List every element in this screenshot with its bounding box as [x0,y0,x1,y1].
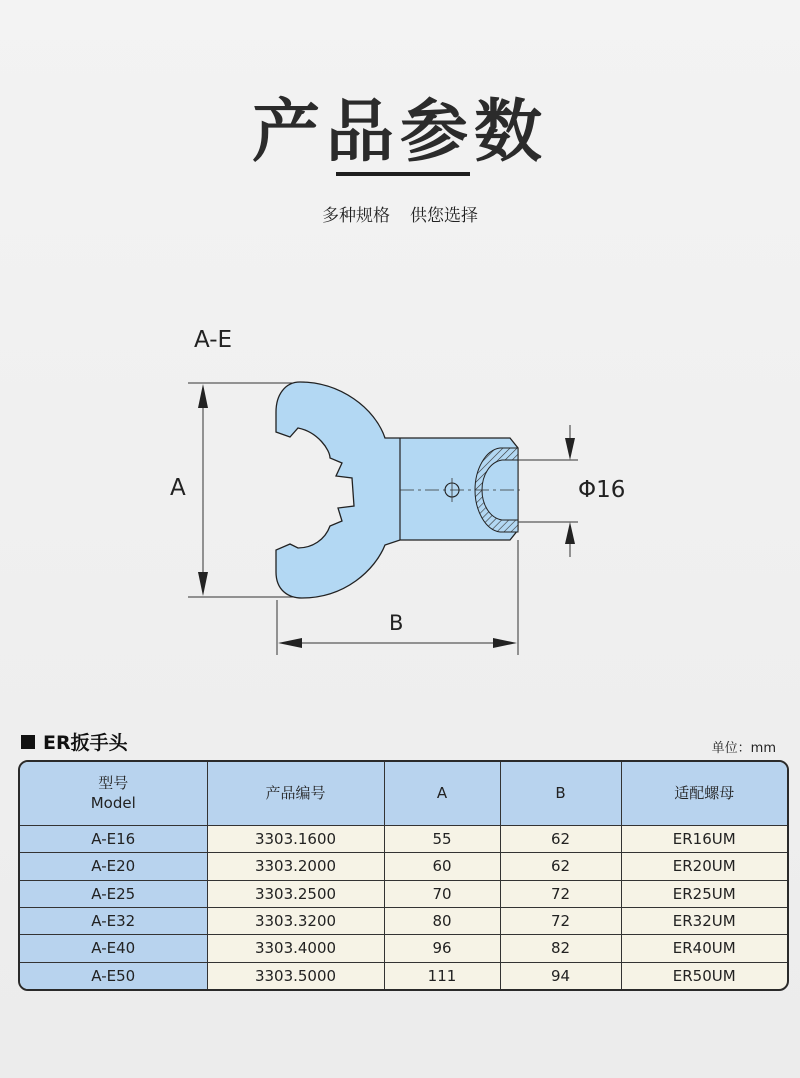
cell-model: A-E16 [20,825,207,852]
cell-a: 80 [384,907,500,934]
cell-code: 3303.4000 [207,935,384,962]
cell-model: A-E20 [20,853,207,880]
header-nut: 适配螺母 [621,762,787,825]
cell-b: 94 [500,962,621,989]
cell-b: 82 [500,935,621,962]
diagram-phi-label: Φ16 [578,477,626,503]
wrench-diagram [0,300,800,680]
cell-model: A-E50 [20,962,207,989]
cell-nut: ER16UM [621,825,787,852]
cell-nut: ER40UM [621,935,787,962]
cell-code: 3303.5000 [207,962,384,989]
table-header-row [20,762,787,825]
cell-b: 72 [500,880,621,907]
section-title: ER扳手头 [43,732,128,754]
section-heading [21,728,128,755]
cell-code: 3303.2500 [207,880,384,907]
cell-code: 3303.3200 [207,907,384,934]
cell-a: 111 [384,962,500,989]
cell-nut: ER20UM [621,853,787,880]
title-underline [336,172,470,176]
cell-a: 55 [384,825,500,852]
header-b: B [500,762,621,825]
cell-b: 62 [500,853,621,880]
dim-a-arrow-bottom [198,572,208,596]
unit-label: 单位：mm [711,741,776,756]
dim-a-arrow-top [198,384,208,408]
cell-model: A-E40 [20,935,207,962]
cell-nut: ER32UM [621,907,787,934]
table-row [20,935,787,962]
cell-model: A-E32 [20,907,207,934]
diagram-a-label: A [170,475,186,501]
cell-a: 96 [384,935,500,962]
dim-phi-arrow-bottom [565,522,575,544]
cell-code: 3303.1600 [207,825,384,852]
cell-code: 3303.2000 [207,853,384,880]
table-row [20,962,787,989]
section-square-icon [21,735,35,749]
cell-a: 70 [384,880,500,907]
header-model-cn: 型号 [98,774,129,793]
page-title: 产品参数 [251,93,548,172]
subtitle-right: 供您选择 [410,206,478,226]
table-row [20,853,787,880]
cell-a: 60 [384,853,500,880]
page-subtitle [0,201,800,226]
dim-phi-arrow-top [565,438,575,460]
cell-nut: ER25UM [621,880,787,907]
subtitle-left: 多种规格 [322,206,390,226]
diagram-model-label: A-E [194,327,233,353]
table-row [20,880,787,907]
header-a: A [384,762,500,825]
table-row [20,907,787,934]
cell-model: A-E25 [20,880,207,907]
header-model-en: Model [90,794,136,813]
spec-table [20,762,787,989]
header-model [20,762,207,825]
table-row [20,825,787,852]
header-code: 产品编号 [207,762,384,825]
cell-nut: ER50UM [621,962,787,989]
diagram-b-label: B [389,611,404,635]
dim-b-arrow-right [493,638,517,648]
spec-table-container [18,760,789,991]
cell-b: 72 [500,907,621,934]
dim-b-arrow-left [278,638,302,648]
cell-b: 62 [500,825,621,852]
